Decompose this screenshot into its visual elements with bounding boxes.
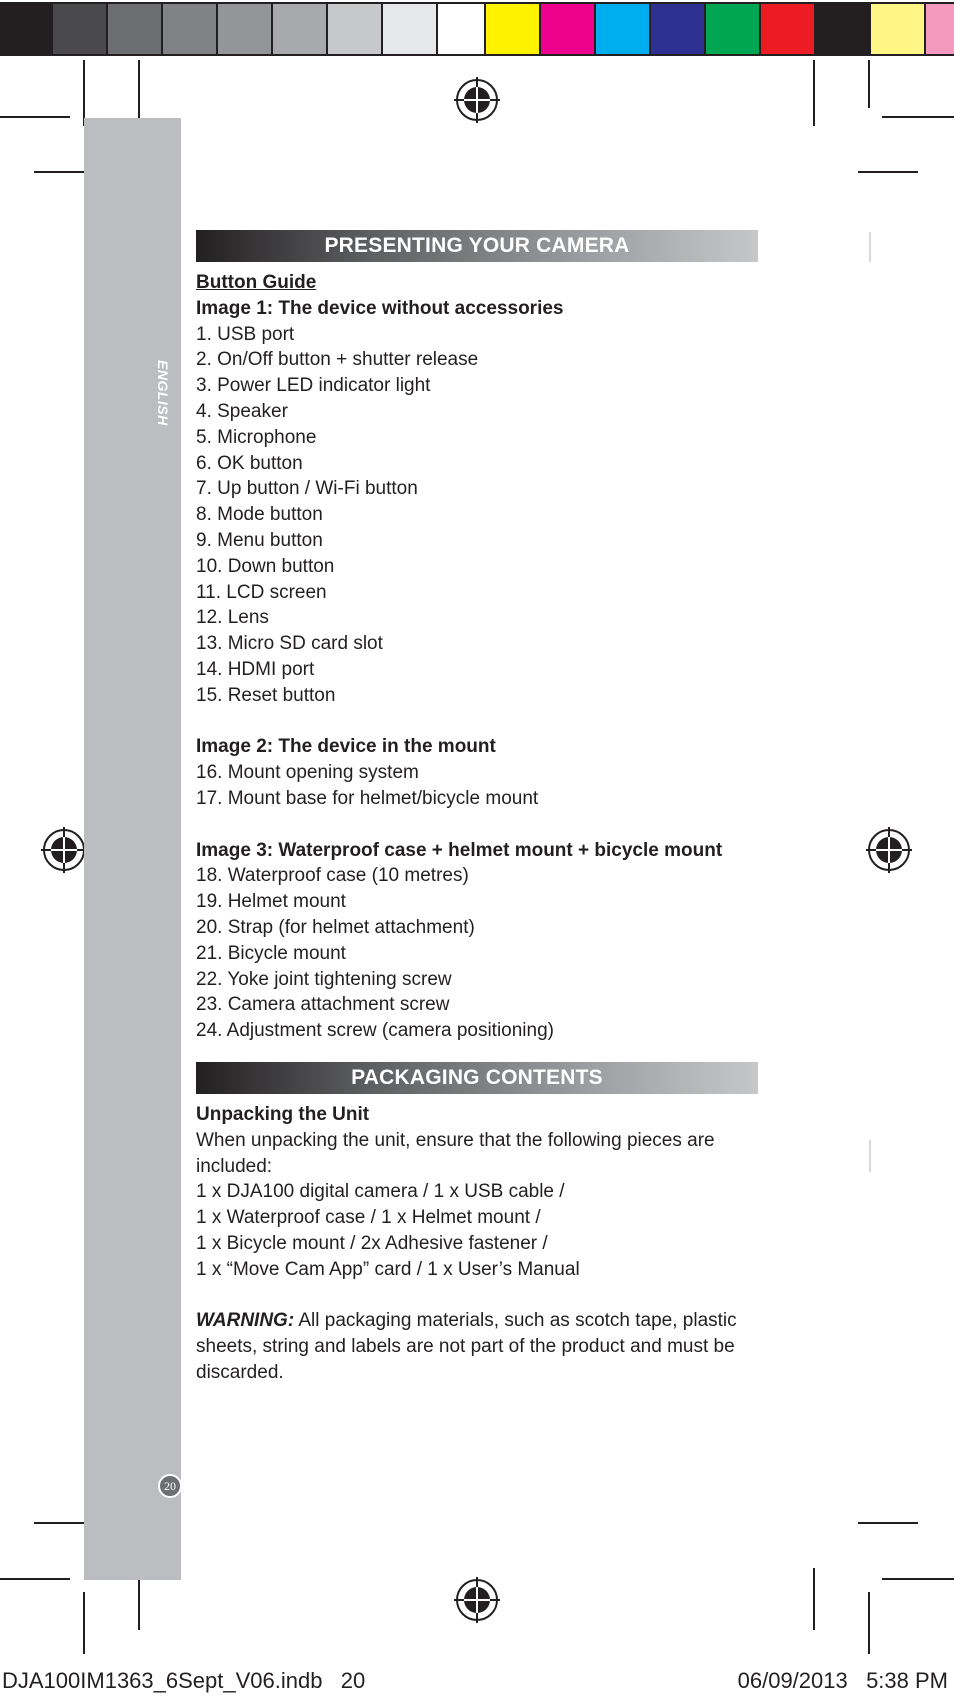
warning-paragraph: [196, 1308, 758, 1385]
registration-mark-icon: [866, 827, 912, 873]
list-item: 16. Mount opening system: [196, 762, 419, 784]
color-swatch: [271, 2, 328, 56]
ghost-mark: [869, 1140, 871, 1172]
slug-datetime: 06/09/2013 5:38 PM: [737, 1668, 948, 1693]
list-item: 17. Mount base for helmet/bicycle mount: [196, 787, 539, 809]
crop-mark: [858, 1522, 918, 1524]
page-content: [196, 230, 758, 1386]
slug-filename: DJA100IM1363_6Sept_V06.indb 20: [2, 1668, 366, 1693]
color-swatch: [924, 2, 954, 56]
crop-mark: [83, 60, 85, 126]
image3-heading: Image 3: Waterproof case + helmet mount + bicycle mount: [196, 839, 723, 861]
color-swatch: [869, 2, 926, 56]
list-item: 2. On/Off button + shutter release: [196, 349, 479, 371]
registration-mark-icon: [454, 1577, 500, 1623]
crop-mark: [83, 1592, 85, 1654]
list-item: 7. Up button / Wi-Fi button: [196, 478, 418, 500]
crop-mark: [858, 171, 918, 173]
color-swatch: [759, 2, 816, 56]
unpacking-heading: Unpacking the Unit: [196, 1103, 370, 1125]
registration-mark-icon: [41, 827, 87, 873]
list-item: 10. Down button: [196, 555, 335, 577]
color-swatch: [814, 2, 871, 56]
warning-label: WARNING:: [196, 1310, 295, 1332]
list-item: 1 x DJA100 digital camera / 1 x USB cable /: [196, 1181, 565, 1203]
image1-heading: Image 1: The device without accessories: [196, 297, 564, 319]
section-title-presenting: PRESENTING YOUR CAMERA: [196, 230, 758, 262]
page-number-badge: 20: [158, 1474, 182, 1498]
list-item: 5. Microphone: [196, 426, 317, 448]
button-guide-heading: Button Guide: [196, 272, 317, 293]
list-item: 22. Yoke joint tightening screw: [196, 968, 452, 990]
color-swatch: [704, 2, 761, 56]
section-title-packaging: PACKAGING CONTENTS: [196, 1062, 758, 1094]
list-item: 14. HDMI port: [196, 658, 315, 680]
color-swatch: [326, 2, 383, 56]
list-item: 1 x “Move Cam App” card / 1 x User’s Manual: [196, 1258, 580, 1280]
crop-mark: [882, 116, 954, 118]
list-item: 13. Micro SD card slot: [196, 633, 383, 655]
list-item: 6. OK button: [196, 452, 303, 474]
list-item: 23. Camera attachment screw: [196, 994, 450, 1016]
list-item: 12. Lens: [196, 607, 269, 629]
crop-mark: [0, 1578, 70, 1580]
color-swatch: [106, 2, 163, 56]
list-item: 15. Reset button: [196, 684, 336, 706]
color-swatch: [51, 2, 108, 56]
language-tab: ENGLISH: [155, 360, 171, 426]
warning-text: All packaging materials, such as scotch tape, plastic sheets, string and labels are not part of the product and must be discarded.: [196, 1310, 737, 1383]
registration-mark-icon: [454, 77, 500, 123]
color-swatch: [0, 2, 53, 56]
list-item: 9. Menu button: [196, 529, 323, 551]
list-item: 3. Power LED indicator light: [196, 375, 431, 397]
unpacking-intro: When unpacking the unit, ensure that the following pieces are included:: [196, 1129, 715, 1177]
list-item: 21. Bicycle mount: [196, 942, 346, 964]
color-swatch: [381, 2, 438, 56]
color-swatch: [594, 2, 651, 56]
color-swatch: [539, 2, 596, 56]
list-item: 20. Strap (for helmet attachment): [196, 916, 475, 938]
crop-mark: [868, 60, 870, 108]
ghost-mark: [869, 232, 871, 262]
image3-item-list: [196, 863, 758, 1044]
list-item: 1 x Bicycle mount / 2x Adhesive fastener /: [196, 1232, 548, 1254]
color-swatch: [484, 2, 541, 56]
color-swatch: [216, 2, 273, 56]
image2-heading: Image 2: The device in the mount: [196, 736, 496, 758]
crop-mark: [882, 1578, 954, 1580]
process-color-bar: [484, 0, 954, 58]
crop-mark: [813, 60, 815, 126]
list-item: 8. Mode button: [196, 504, 323, 526]
side-strip: [84, 118, 181, 1580]
color-swatch: [649, 2, 706, 56]
package-contents-list: [196, 1179, 758, 1282]
crop-mark: [868, 1592, 870, 1654]
list-item: 19. Helmet mount: [196, 891, 346, 913]
list-item: 4. Speaker: [196, 400, 288, 422]
color-swatch: [161, 2, 218, 56]
crop-mark: [0, 116, 70, 118]
list-item: 1. USB port: [196, 323, 295, 345]
crop-mark: [138, 60, 140, 126]
crop-mark: [813, 1568, 815, 1630]
image1-item-list: [196, 322, 758, 709]
list-item: 18. Waterproof case (10 metres): [196, 865, 469, 887]
grayscale-color-bar: [0, 0, 491, 58]
list-item: 24. Adjustment screw (camera positioning): [196, 1020, 554, 1042]
list-item: 1 x Waterproof case / 1 x Helmet mount /: [196, 1207, 541, 1229]
image2-item-list: [196, 760, 758, 812]
list-item: 11. LCD screen: [196, 581, 327, 603]
